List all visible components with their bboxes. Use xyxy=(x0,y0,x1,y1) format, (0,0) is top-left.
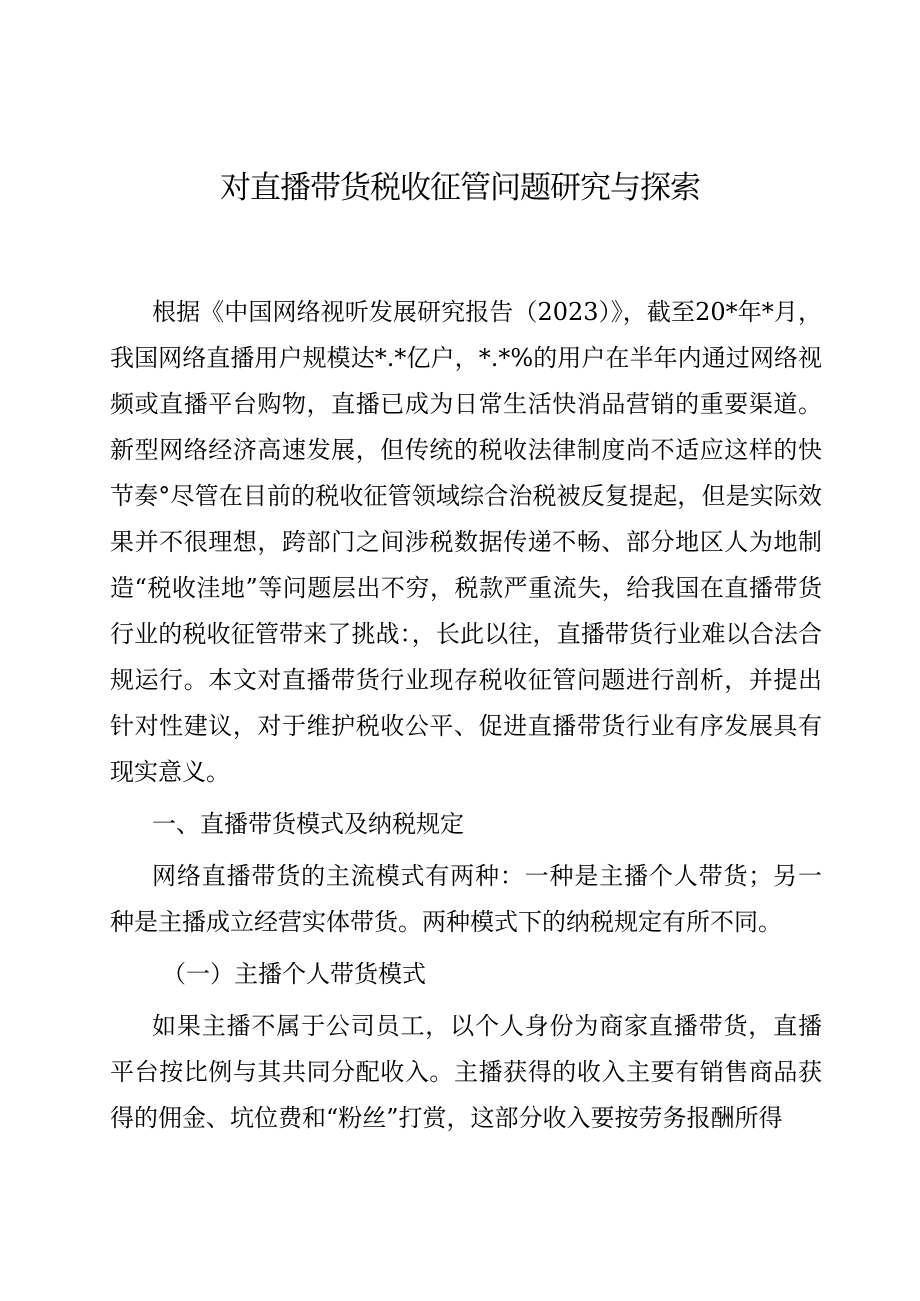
document-title: 对直播带货税收征管问题研究与探索 xyxy=(220,170,700,206)
section-heading: 一、直播带货模式及纳税规定 xyxy=(152,810,464,838)
section-paragraph: 网络直播带货的主流模式有两种：一种是主播个人带货；另一种是主播成立经营实体带货。两种模式下的纳税规定有所不同。 xyxy=(110,862,822,936)
subsection-paragraph: 如果主播不属于公司员工，以个人身份为商家直播带货，直播平台按比例与其共同分配收入。主播获得的收入主要有销售商品获得的佣金、坑位费和“粉丝”打赏，这部分收入要按劳务报酬所得 xyxy=(110,1012,822,1132)
document-body xyxy=(110,289,822,1141)
subsection-heading: （一）主播个人带货模式 xyxy=(162,960,426,988)
intro-paragraph: 根据《中国网络视听发展研究报告（2023）》，截至20*年*月，我国网络直播用户规模达*.*亿户，*.*%的用户在半年内通过网络视频或直播平台购物，直播已成为日常生活快消品营销的重要渠道。新型网络经济高速发展，但传统的税收法律制度尚不适应这样的快节奏°尽管在目前的税收征管领域综合治税被反复提起，但是实际效果并不很理想，跨部门之间涉税数据传递不畅、部分地区人为地制造“税收洼地”等问题层出不穷，税款严重流失，给我国在直播带货行业的税收征管带来了挑战：，长此以往，直播带货行业难以合法合规运行。本文对直播带货行业现存税收征管问题进行剖析，并提出针对性建议，对于维护税收公平、促进直播带货行业有序发展具有现实意义。 xyxy=(110,298,822,786)
